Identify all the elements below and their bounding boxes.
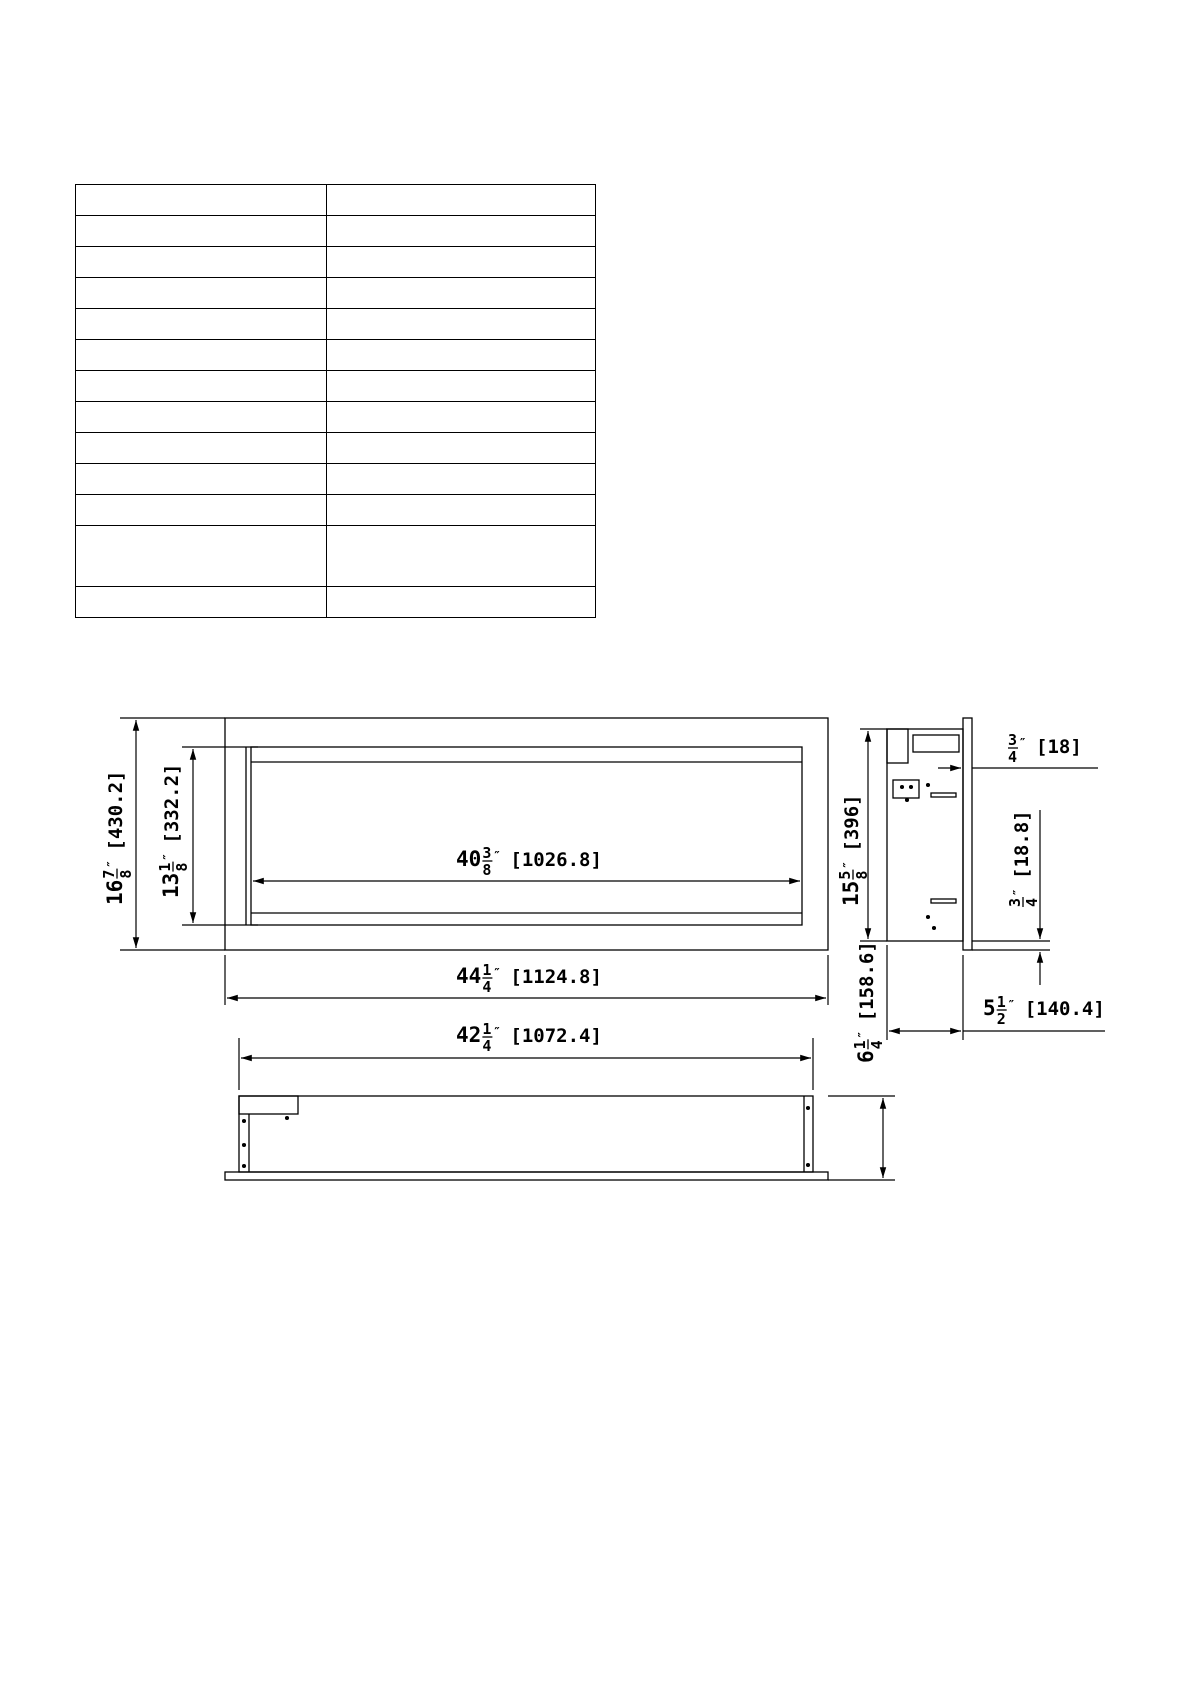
dimension-denominator: 4 (482, 978, 492, 996)
inch-mark: ″ (1007, 998, 1015, 1012)
inch-mark: ″ (105, 860, 119, 868)
inch-mark: ″ (493, 1025, 501, 1039)
dimension-numerator: 1 (156, 862, 174, 872)
dimension-denominator: 4 (1023, 897, 1041, 907)
dimension-numerator: 1 (482, 961, 492, 979)
dimension-numerator: 7 (100, 869, 118, 879)
dimension-metric: [158.6] (856, 941, 878, 1022)
dimension-whole: 16 (103, 879, 127, 905)
dimension-numerator: 1 (851, 1040, 869, 1050)
dimension-metric: [430.2] (105, 770, 127, 851)
front-opening (251, 747, 802, 925)
side-view (887, 718, 972, 950)
dimension-numerator: 3 (1008, 731, 1018, 749)
dimension-denominator: 8 (853, 870, 871, 880)
side-view-front-flange (963, 718, 972, 950)
top-view-base-plate (225, 1172, 828, 1180)
dimension-denominator: 8 (117, 869, 135, 879)
dimension-whole: 5 (983, 996, 996, 1020)
dimension-whole: 42 (456, 1023, 482, 1047)
side-height-label (836, 794, 871, 906)
dimension-numerator: 1 (996, 993, 1006, 1011)
opening-height-label (156, 764, 191, 898)
front-view (225, 718, 828, 950)
side-view-socket (893, 780, 919, 798)
body-width-label (456, 1020, 602, 1055)
dimension-denominator: 4 (868, 1040, 886, 1050)
dimension-denominator: 8 (482, 861, 492, 879)
inch-mark: ″ (493, 849, 501, 863)
top-view (225, 1096, 828, 1180)
dimension-whole: 40 (456, 847, 482, 871)
bottom-offset-label (1006, 810, 1041, 907)
dimension-denominator: 4 (482, 1037, 492, 1055)
inch-mark: ″ (856, 1031, 870, 1039)
dimension-metric: [332.2] (161, 763, 183, 844)
inch-mark: ″ (1019, 736, 1027, 750)
inch-mark: ″ (841, 861, 855, 869)
overall-height-label (100, 771, 135, 905)
dimension-denominator: 2 (996, 1010, 1006, 1028)
opening-width-label (456, 844, 602, 879)
dimension-whole: 6 (854, 1050, 878, 1063)
dimension-denominator: 4 (1008, 748, 1018, 766)
dimension-metric: [18] (1036, 736, 1082, 758)
dimension-metric: [1072.4] (510, 1025, 602, 1047)
front-outer-frame (225, 718, 828, 950)
top-view-control-box (239, 1096, 298, 1114)
dimension-numerator: 3 (1006, 897, 1024, 907)
depth-total-dimension (828, 1096, 895, 1180)
side-view-body (887, 729, 963, 941)
side-view-vent-slot (931, 793, 956, 797)
dimension-numerator: 5 (836, 870, 854, 880)
dimension-metric: [1124.8] (510, 966, 602, 988)
depth-total-label (851, 941, 886, 1063)
depth-front-label (983, 993, 1105, 1028)
dimension-whole: 15 (839, 880, 863, 906)
side-view-vent-slot (931, 899, 956, 903)
dimension-whole: 44 (456, 964, 482, 988)
dimension-metric: [1026.8] (510, 849, 602, 871)
top-view-body (239, 1096, 813, 1172)
dimension-denominator: 8 (173, 862, 191, 872)
side-height-dimension (860, 729, 887, 941)
side-view-display (913, 735, 959, 752)
inch-mark: ″ (161, 853, 175, 861)
dimension-metric: [18.8] (1011, 810, 1033, 879)
dimension-whole: 13 (159, 872, 183, 898)
dimension-metric: [396] (841, 794, 863, 852)
dimension-metric: [140.4] (1024, 998, 1105, 1020)
flange-thickness-label (1008, 731, 1082, 766)
overall-width-label (456, 961, 602, 996)
side-view-control-panel (887, 729, 908, 763)
dimension-numerator: 1 (482, 1020, 492, 1038)
inch-mark: ″ (1011, 888, 1025, 896)
dimension-numerator: 3 (482, 844, 492, 862)
inch-mark: ″ (493, 966, 501, 980)
